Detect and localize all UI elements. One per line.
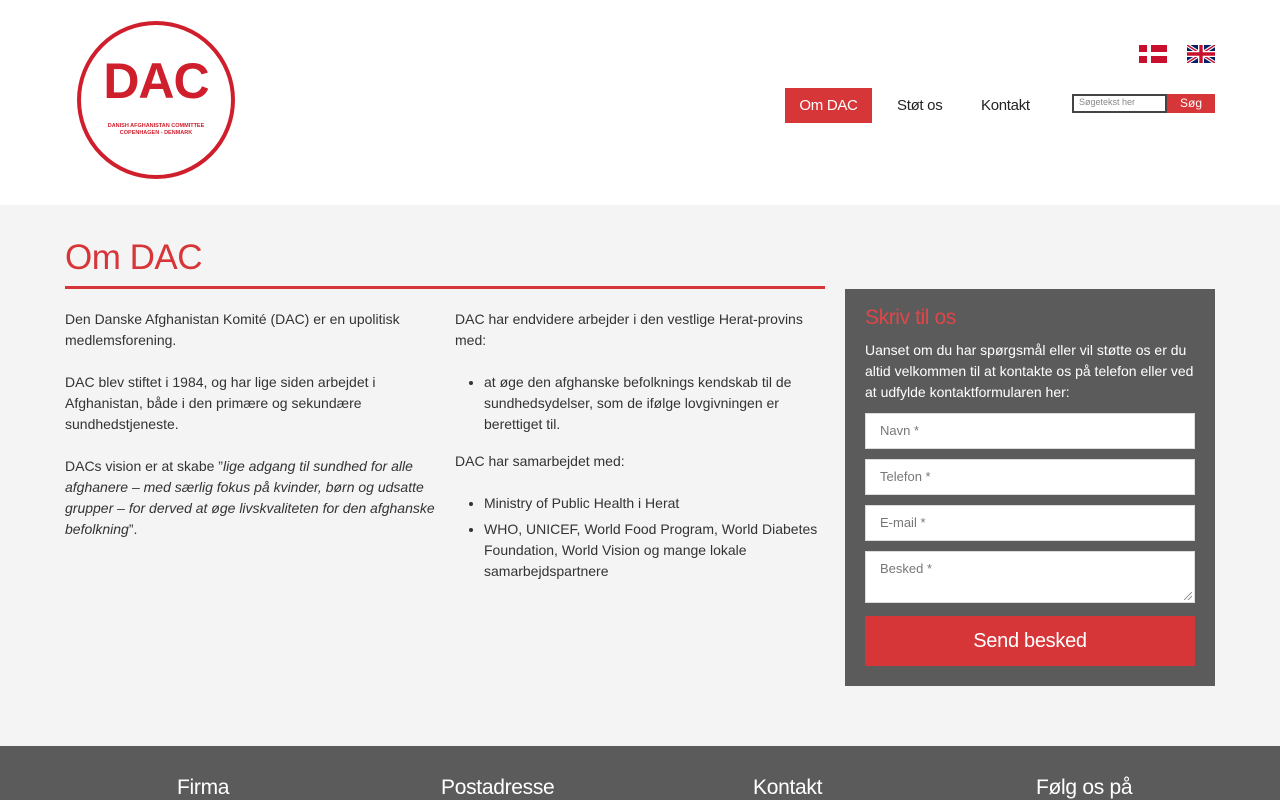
nav-kontakt[interactable]: Kontakt xyxy=(981,97,1030,114)
about-paragraph-1: Den Danske Afghanistan Komité (DAC) er en upolitisk medlemsforening. xyxy=(65,311,400,348)
page-title: Om DAC xyxy=(65,238,202,277)
footer-heading-postadresse: Postadresse xyxy=(441,776,555,799)
list-item: • at øge den afghanske befolknings kendskab til de sundhedsydelser, som de ifølge lovgivningen er berettiget til. xyxy=(484,372,825,435)
vision-prefix: DACs vision er at skabe ” xyxy=(65,458,223,474)
footer-heading-kontakt: Kontakt xyxy=(753,776,823,799)
vision-paragraph xyxy=(65,456,440,540)
nav-om-dac[interactable]: Om DAC xyxy=(785,88,872,123)
danish-flag-icon[interactable] xyxy=(1139,45,1167,63)
nav-stot-os[interactable]: Støt os xyxy=(897,97,943,114)
vision-quote: lige adgang til sundhed for alle afghanere – med særlig fokus på kvinder, børn og udsatte grupper – for derved at øge livskvaliteten for den afghanske befolkning xyxy=(65,458,435,537)
name-field[interactable]: Navn * xyxy=(865,413,1195,449)
send-message-button[interactable]: Send besked xyxy=(865,616,1195,666)
email-field[interactable]: E-mail * xyxy=(865,505,1195,541)
list-item: • Ministry of Public Health i Herat xyxy=(484,493,825,514)
search-input[interactable]: Søgetekst her xyxy=(1072,94,1167,113)
english-flag-icon[interactable] xyxy=(1187,45,1215,63)
about-left-column xyxy=(65,309,440,561)
logo-text: DAC xyxy=(103,53,209,109)
contact-form-panel xyxy=(845,289,1215,686)
about-right-column xyxy=(455,309,825,598)
logo-subtitle-1: DANISH AFGHANISTAN COMMITTEE xyxy=(107,123,205,129)
message-placeholder: Besked * xyxy=(880,561,933,576)
resize-handle-icon[interactable] xyxy=(1184,592,1192,600)
site-header xyxy=(0,0,1280,205)
herat-intro: DAC har endvidere arbejder i den vestlige Herat-provins med: xyxy=(455,311,803,348)
main-content xyxy=(0,205,1280,746)
title-divider xyxy=(65,286,825,289)
herat-list xyxy=(484,372,825,435)
search-button[interactable]: Søg xyxy=(1167,94,1215,113)
message-field[interactable] xyxy=(865,551,1195,603)
vision-suffix: ”. xyxy=(128,521,138,537)
partners-intro: DAC har samarbejdet med: xyxy=(455,453,625,469)
about-paragraph-2: DAC blev stiftet i 1984, og har lige siden arbejdet i Afghanistan, både i den primære og sekundære sundhedstjeneste. xyxy=(65,374,376,432)
logo-subtitle-2: COPENHAGEN - DENMARK xyxy=(119,130,193,136)
footer-heading-firma: Firma xyxy=(177,776,230,799)
site-footer xyxy=(0,746,1280,800)
contact-form-intro: Uanset om du har spørgsmål eller vil støtte os er du altid velkommen til at kontakte os på telefon eller ved at udfylde kontaktformularen her: xyxy=(865,342,1194,400)
dac-logo[interactable] xyxy=(76,20,236,182)
phone-field[interactable]: Telefon * xyxy=(865,459,1195,495)
contact-form-title: Skriv til os xyxy=(865,306,956,329)
partners-list xyxy=(484,493,825,582)
footer-heading-follow: Følg os på xyxy=(1036,776,1133,799)
list-item: • WHO, UNICEF, World Food Program, World Diabetes Foundation, World Vision og mange lokale samarbejdspartnere xyxy=(484,519,825,582)
